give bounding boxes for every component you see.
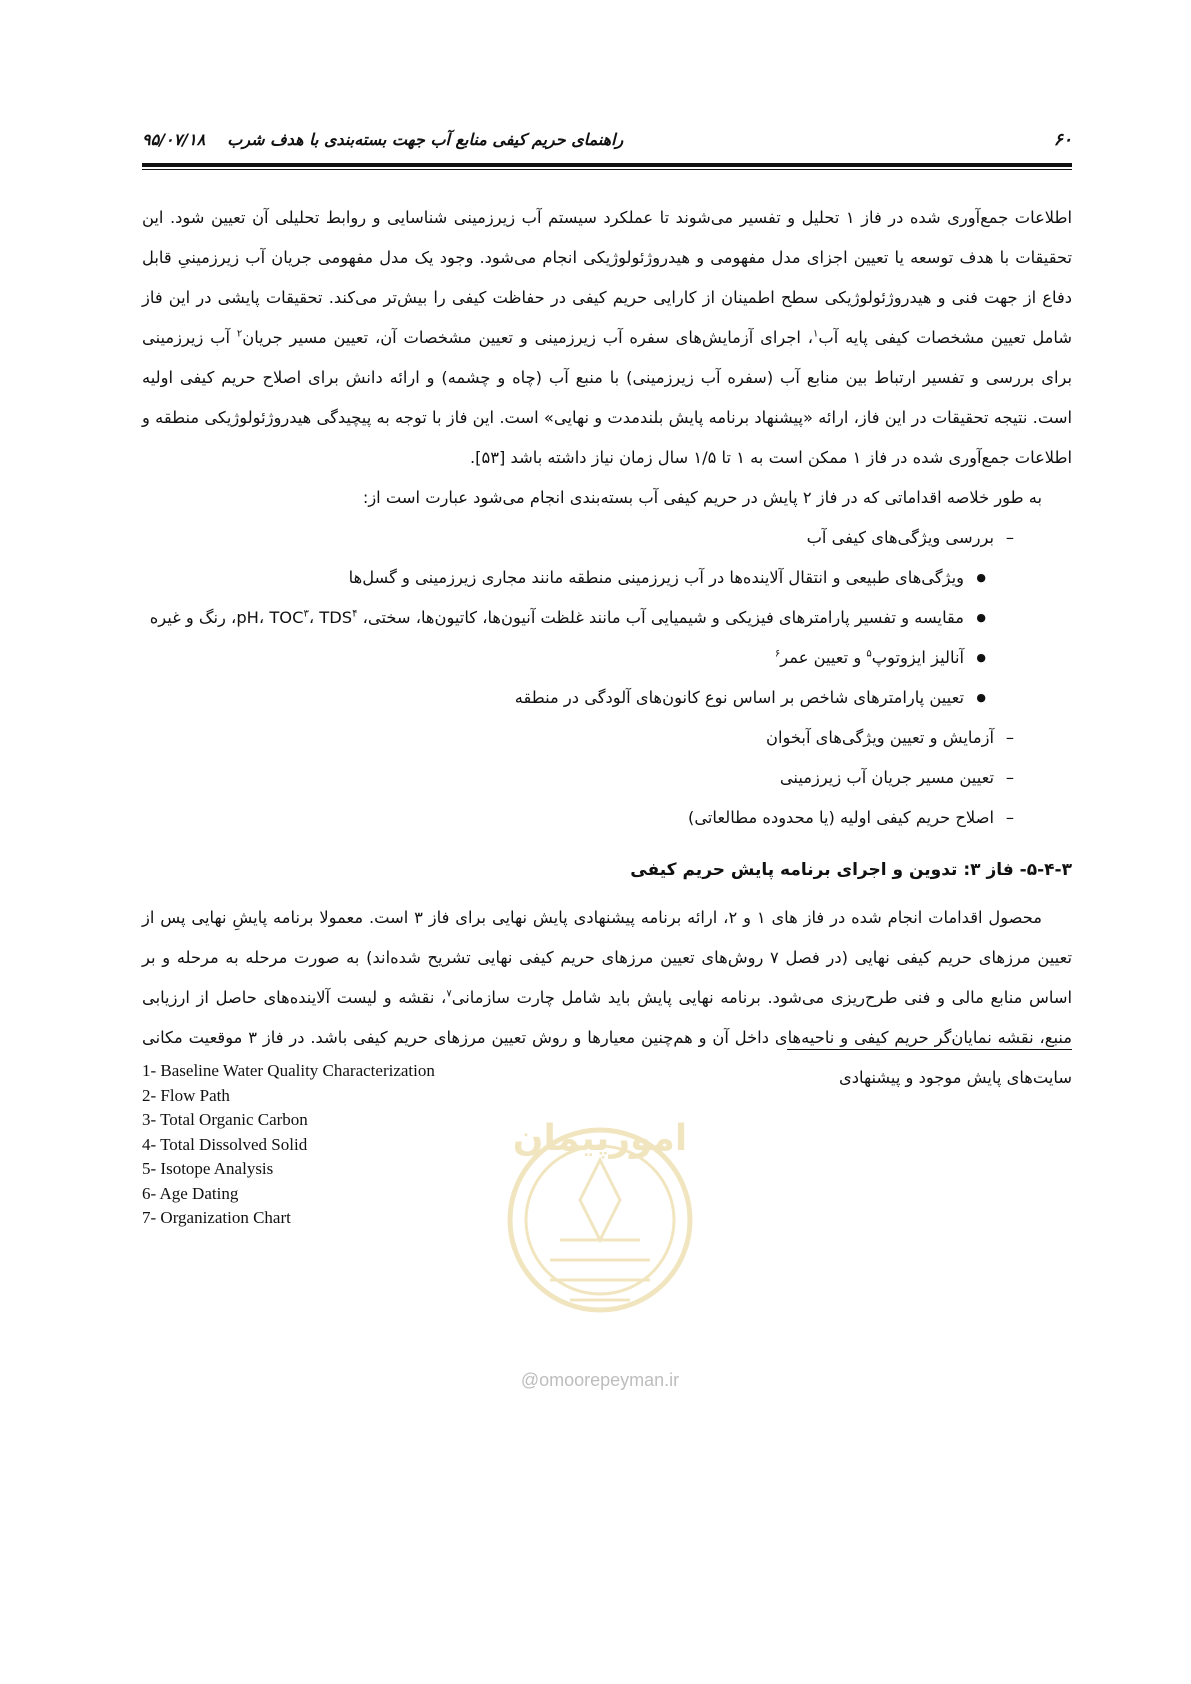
list-item: – آزمایش و تعیین ویژگی‌های آبخوان [142, 718, 1072, 758]
main-content [142, 190, 1072, 1098]
header-rule-thick [142, 163, 1072, 167]
footnote-ref-3[interactable]: ۳ [303, 608, 309, 620]
header-title: راهنمای حریم کیفی منابع آب جهت بسته‌بندی با هدف شرب [227, 130, 624, 149]
paragraph-phase3: محصول اقدامات انجام شده در فاز های ۱ و ۲، ارائه برنامه پیشنهادی پایش نهایی برای فاز ۳ است. معمولا برنامه پایشِ نهایی پس از تعیین مرزهای حریم کیفی نهایی (در فصل ۷ روش‌های تعیین مرزهای حریم کیفی نهایی تشریح شده‌اند) به صورت مرحله به مرحله و بر اساس منابع مالی و فنی طرح‌ریزی می‌شود. برنامه نهایی پایش باید شامل چارت سازمانی$^۷$، نقشه و لیست آلاینده‌های حاصل از ارزیابی منبع، نقشه نمایان‌گر حریم کیفی و ناحیه‌های داخل آن و هم‌چنین معیارها و روش تعیین مرزهای حریم کیفی باشد. در فاز ۳ موقعیت مکانی سایت‌های پایش موجود و پیشنهادی [142, 908, 1073, 1087]
list-item: – بررسی ویژگی‌های کیفی آب [142, 518, 1072, 558]
footnote-item: 2- Flow Path [142, 1085, 230, 1105]
list-item: – تعیین مسیر جریان آب زیرزمینی [142, 758, 1072, 798]
footnote-ref-1[interactable]: ۱ [813, 328, 819, 340]
footnote-separator [787, 1049, 1072, 1050]
header-date: ۹۵/۰۷/۱۸ [142, 130, 206, 149]
page-header [142, 128, 1072, 156]
running-header [142, 130, 623, 149]
watermark-brand: امورپیمان [512, 1118, 688, 1159]
watermark-url: @omoorepeyman.ir [520, 1370, 680, 1390]
phase2-action-list [142, 518, 1072, 838]
footnote-item: 1- Baseline Water Quality Characterization [142, 1061, 435, 1080]
footnote-item: 3- Total Organic Carbon [142, 1110, 308, 1129]
section-heading: ۵-۴-۳- فاز ۳: تدوین و اجرای برنامه پایش حریم کیفی [630, 860, 1072, 880]
footnote-item: 6- Age Dating [142, 1183, 239, 1203]
list-item: – اصلاح حریم کیفی اولیه (یا محدوده مطالعاتی) [142, 798, 1072, 838]
paragraph-summary: به طور خلاصه اقداماتی که در فاز ۲ پایش در حریم کیفی آب بسته‌بندی انجام می‌شود عبارت است از: [362, 488, 1042, 507]
paragraph-phase2-intro: اطلاعات جمع‌آوری شده در فاز ۱ تحلیل و تفسیر می‌شوند تا عملکرد سیستم آب زیرزمینی شناسایی و روابط تحلیلی آن تعیین شود. این تحقیقات با هدف توسعه یا تعیین اجزای مدل مفهومی و هیدروژئولوژیکی انجام می‌شود. وجود یک مدل مفهومی جریان آب زیرزمینیِ قابل دفاع از جهت فنی و هیدروژئولوژیکی سطح اطمینان از کارایی حریم کیفی در حفاظت کیفی را بیش‌تر می‌کند. تحقیقات پایشی در این فاز شامل تعیین مشخصات کیفی پایه آب$^۱$، اجرای آزمایش‌های سفره آب زیرزمینی و تعیین مشخصات آن، تعیین مسیر جریان$^۲$ آب زیرزمینی برای بررسی و تفسیر ارتباط بین منابع آب (سفره آب زیرزمینی) با منبع آب (چاه و چشمه) و ارائه دانش برای اصلاح حریم کیفی اولیه است. نتیجه تحقیقات در این فاز، ارائه «پیشنهاد برنامه پایش بلندمدت و نهایی» است. این فاز با توجه به پیچیدگی هیدروژئولوژیکی منطقه و اطلاعات جمع‌آوری شده در فاز ۱ ممکن است به ۱ تا ۱/۵ سال زمان نیاز داشته باشد [۵۳]. [142, 208, 1073, 467]
page-number: ۶۰ [1053, 130, 1072, 150]
list-item: ● تعیین پارامترهای شاخص بر اساس نوع کانون‌های آلودگی در منطقه [142, 678, 1072, 718]
footnote-ref-4[interactable]: ۴ [352, 608, 358, 620]
header-rule-thin [142, 169, 1072, 170]
footnote-ref-6[interactable]: ۶ [774, 648, 781, 660]
list-item: ● ویژگی‌های طبیعی و انتقال آلاینده‌ها در آب زیرزمینی منطقه مانند مجاری زیرزمینی و گسل‌ها [142, 558, 1072, 598]
footnote-ref-5[interactable]: ۵ [866, 648, 872, 660]
footnote-ref-7[interactable]: ۷ [446, 988, 452, 1000]
footnote-item: 5- Isotope Analysis [142, 1159, 274, 1178]
footnote-item: 7- Organization Chart [142, 1208, 291, 1227]
footnote-item: 4- Total Dissolved Solid [142, 1134, 308, 1154]
footnote-ref-2[interactable]: ۲ [236, 328, 243, 340]
footnotes [142, 1059, 562, 1231]
list-item: ● آنالیز ایزوتوپ$^۵$ و تعیین عمر$^۶$ [142, 638, 1072, 678]
list-item: ● مقایسه و تفسیر پارامترهای فیزیکی و شیمیایی آب مانند غلظت آنیون‌ها، کاتیون‌ها، سختی، pH، TOC$^۳$، TDS$^۴$، رنگ و غیره [142, 598, 1072, 638]
